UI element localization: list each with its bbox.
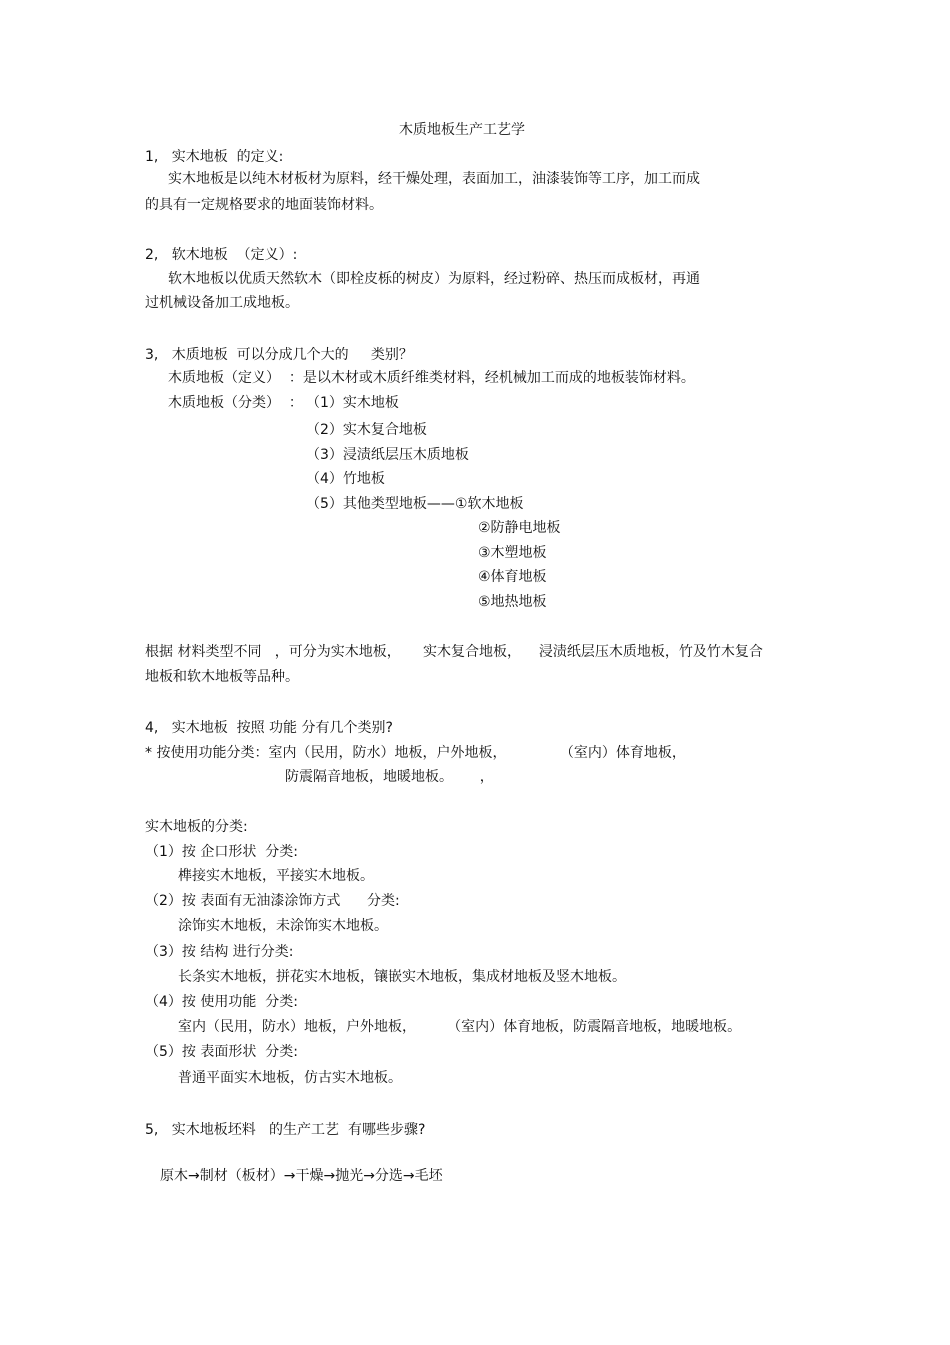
q3-class-item: （3）浸渍纸层压木质地板 — [306, 447, 469, 463]
q1-body-line1: 实木地板是以纯木材板材为原料，经干燥处理，表面加工，油漆装饰等工序，加工而成 — [168, 171, 700, 187]
q2-body-line2: 过机械设备加工成地板。 — [145, 295, 299, 311]
q2-body-line1: 软木地板以优质天然软木（即栓皮栎的树皮）为原料，经过粉碎、热压而成板材，再通 — [168, 271, 700, 287]
classification-detail: 涂饰实木地板，未涂饰实木地板。 — [178, 918, 388, 934]
q3-class-label: 木质地板（分类） ： — [168, 395, 303, 411]
q3-other-type: ②防静电地板 — [478, 520, 561, 536]
q5-heading: 5, 实木地板坯料 的生产工艺 有哪些步骤? — [145, 1122, 426, 1138]
classification-label: （2）按 表面有无油漆涂饰方式 分类: — [145, 893, 400, 909]
q5-process-flow: 原木→制材（板材）→干燥→抛光→分选→毛坯 — [160, 1168, 443, 1184]
q3-other-type: ⑤地热地板 — [478, 594, 547, 610]
q1-body-line2: 的具有一定规格要求的地面装饰材料。 — [145, 197, 383, 213]
classification-detail: 长条实木地板，拼花实木地板，镶嵌实木地板，集成材地板及竖木地板。 — [178, 969, 626, 985]
classification-label: （5）按 表面形状 分类: — [145, 1044, 298, 1060]
q3-summary-line1: 根据 材料类型不同 ，可分为实木地板， 实木复合地板， 浸渍纸层压木质地板，竹及竹木复合 — [145, 644, 763, 660]
q4-function-line1: * 按使用功能分类：室内（民用，防水）地板，户外地板， （室内）体育地板， — [145, 745, 686, 761]
q2-heading: 2, 软木地板 （定义）: — [145, 247, 298, 263]
q3-class-item: （1）实木地板 — [306, 395, 399, 411]
document-title: 木质地板生产工艺学 — [399, 122, 525, 138]
q3-class-item: （5）其他类型地板——①软木地板 — [306, 496, 524, 512]
classification-detail: 普通平面实木地板，仿古实木地板。 — [178, 1070, 402, 1086]
classification-label: （4）按 使用功能 分类: — [145, 994, 298, 1010]
q3-other-type: ③木塑地板 — [478, 545, 547, 561]
q3-summary-line2: 地板和软木地板等品种。 — [145, 669, 299, 685]
classification-label: （3）按 结构 进行分类: — [145, 944, 294, 960]
q3-heading: 3, 木质地板 可以分成几个大的 类别？ — [145, 347, 413, 363]
q3-definition: 木质地板（定义） ：是以木材或木质纤维类材料，经机械加工而成的地板装饰材料。 — [168, 370, 695, 386]
q3-class-item: （4）竹地板 — [306, 471, 385, 487]
q4-function-line2: 防震隔音地板，地暖地板。 ， — [285, 769, 494, 785]
classification-heading: 实木地板的分类: — [145, 819, 248, 835]
classification-detail: 室内（民用，防水）地板，户外地板， （室内）体育地板，防震隔音地板，地暖地板。 — [178, 1019, 742, 1035]
classification-label: （1）按 企口形状 分类: — [145, 844, 298, 860]
q1-heading: 1, 实木地板 的定义: — [145, 149, 284, 165]
classification-detail: 榫接实木地板，平接实木地板。 — [178, 868, 374, 884]
q3-class-item: （2）实木复合地板 — [306, 422, 427, 438]
q3-other-type: ④体育地板 — [478, 569, 547, 585]
q4-heading: 4, 实木地板 按照 功能 分有几个类别? — [145, 720, 393, 736]
